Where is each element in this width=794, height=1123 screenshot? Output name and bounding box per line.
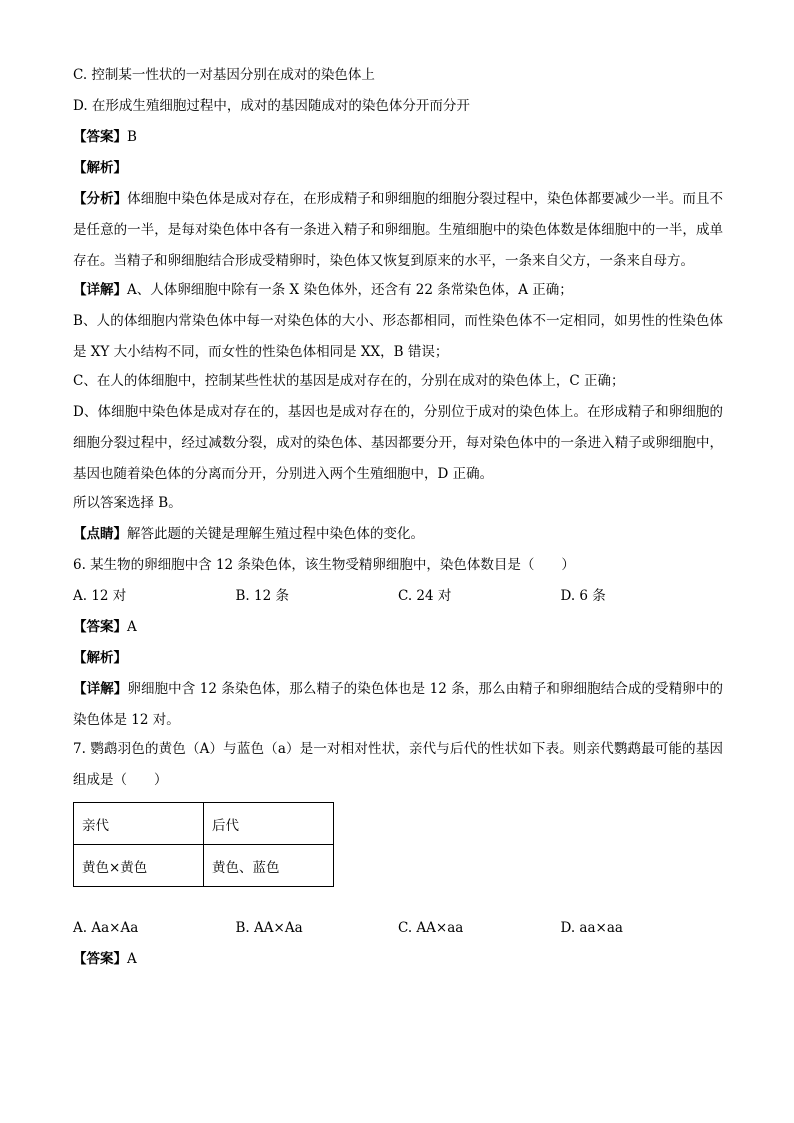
detail-a-text: A、人体卵细胞中除有一条 X 染色体外，还含有 22 条常染色体，A 正确； <box>127 282 573 298</box>
q6-answer <box>73 616 723 638</box>
table-row <box>74 845 334 887</box>
q6-detail <box>73 674 723 736</box>
q6-stem: 6. 某生物的卵细胞中含 12 条染色体，该生物受精卵细胞中，染色体数目是（ ） <box>73 557 575 573</box>
table-header-cell: 后代 <box>204 803 334 845</box>
fenxi-tag: 【分析】 <box>73 191 128 207</box>
q7-answer <box>73 948 723 970</box>
table-row <box>74 803 334 845</box>
q6-option-a: A. 12 对 <box>73 588 127 604</box>
q5-detail-b: B、人的体细胞内常染色体中每一对染色体的大小、形态都相同，而性染色体不一定相同，如男性的性染色体是 XY 大小结构不同，而女性的性染色体相同是 XX，B 错误； <box>73 313 723 360</box>
table-cell: 黄色、蓝色 <box>204 845 334 887</box>
dianjing-tag: 【点睛】 <box>73 526 127 542</box>
q5-detail-c: C、在人的体细胞中，控制某些性状的基因是成对存在的，分别在成对的染色体上，C 正确； <box>73 373 625 389</box>
q5-fenxi <box>73 184 723 277</box>
q5-option-d: D. 在形成生殖细胞过程中，成对的基因随成对的染色体分开而分开 <box>73 98 470 114</box>
q5-detail-a <box>73 279 723 301</box>
analysis-tag: 【解析】 <box>73 650 127 666</box>
answer-value: A <box>127 951 137 967</box>
fenxi-text: 体细胞中染色体是成对存在，在形成精子和卵细胞的细胞分裂过程中，染色体都要减少一半。而且不是任意的一半，是每对染色体中各有一条进入精子和卵细胞。生殖细胞中的染色体数是体细胞中的一半，成单存在。当精子和卵细胞结合形成受精卵时，染色体又恢复到原来的水平，一条来自父方，一条来自母方。 <box>73 191 724 269</box>
detail-tag: 【详解】 <box>73 681 128 697</box>
q5-option-c: C. 控制某一性状的一对基因分别在成对的染色体上 <box>73 67 375 83</box>
q5-dianjing <box>73 523 723 545</box>
q6-option-c: C. 24 对 <box>398 588 452 604</box>
detail-tag: 【详解】 <box>73 282 127 298</box>
table-header-cell: 亲代 <box>74 803 204 845</box>
q6-analysis-heading <box>73 647 723 669</box>
document-page <box>73 64 723 979</box>
table-cell: 黄色×黄色 <box>74 845 204 887</box>
answer-value: A <box>127 619 137 635</box>
detail-text: 卵细胞中含 12 条染色体，那么精子的染色体也是 12 条，那么由精子和卵细胞结合成的受精卵中的染色体是 12 对。 <box>73 681 723 728</box>
q6-option-b: B. 12 条 <box>235 588 289 604</box>
q7-option-c: C. AA×aa <box>398 920 464 936</box>
q6-options <box>73 585 723 607</box>
answer-tag: 【答案】 <box>73 619 127 635</box>
q7-stem: 7. 鹦鹉羽色的黄色（A）与蓝色（a）是一对相对性状，亲代与后代的性状如下表。则亲代鹦鹉最可能的基因组成是（ ） <box>73 741 723 788</box>
q5-conclusion: 所以答案选择 B。 <box>73 495 182 511</box>
q5-analysis-heading <box>73 157 723 179</box>
q7-option-a: A. Aa×Aa <box>73 920 139 936</box>
answer-tag: 【答案】 <box>73 129 127 145</box>
q7-table <box>73 802 334 887</box>
q7-options <box>73 917 723 939</box>
answer-value: B <box>127 129 137 145</box>
q6-option-d: D. 6 条 <box>560 588 606 604</box>
q7-option-d: D. aa×aa <box>560 920 623 936</box>
q5-detail-d: D、体细胞中染色体是成对存在的，基因也是成对存在的，分别位于成对的染色体上。在形成精子和卵细胞的细胞分裂过程中，经过减数分裂，成对的染色体、基因都要分开，每对染色体中的一条进入精子或卵细胞中，基因也随着染色体的分离而分开，分别进入两个生殖细胞中，D 正确。 <box>73 404 723 482</box>
answer-tag: 【答案】 <box>73 951 127 967</box>
dianjing-text: 解答此题的关键是理解生殖过程中染色体的变化。 <box>127 526 424 542</box>
q7-option-b: B. AA×Aa <box>235 920 303 936</box>
q5-answer <box>73 126 723 148</box>
analysis-tag: 【解析】 <box>73 160 127 176</box>
